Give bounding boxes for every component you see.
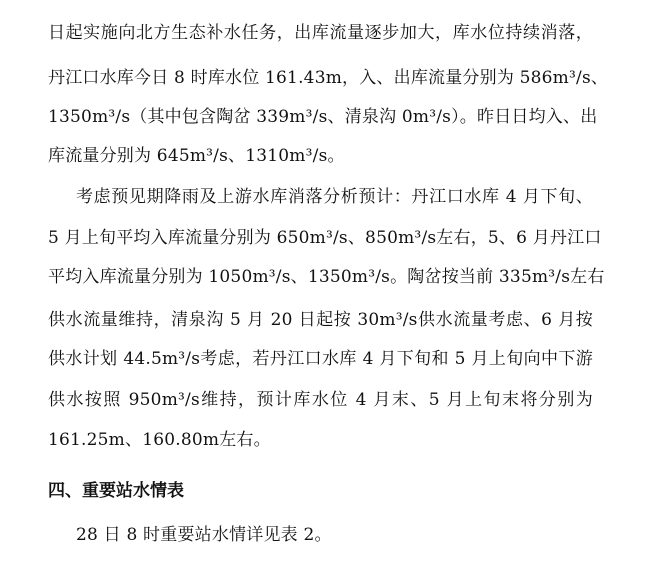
paragraph2-line6: 供水按照 950m³/s维持，预计库水位 4 月末、5 月上旬末将分别为: [48, 390, 593, 410]
paragraph2-line1: 考虑预见期降雨及上游水库消落分析预计：丹江口水库 4 月下旬、: [76, 187, 593, 207]
paragraph2-line4: 供水流量维持，清泉沟 5 月 20 日起按 30m³/s供水流量考虑、6 月按: [48, 310, 593, 330]
paragraph2-line7: 161.25m、160.80m左右。: [48, 430, 271, 450]
paragraph2-line2: 5 月上旬平均入库流量分别为 650m³/s、850m³/s左右，5、6 月丹江口: [48, 228, 602, 248]
paragraph1-line1: 日起实施向北方生态补水任务，出库流量逐步加大，库水位持续消落，: [48, 23, 593, 43]
paragraph2-line3: 平均入库流量分别为 1050m³/s、1350m³/s。陶岔按当前 335m³/s左右: [48, 267, 605, 287]
section-body: 28 日 8 时重要站水情详见表 2。: [76, 525, 332, 545]
paragraph1-line2: 丹江口水库今日 8 时库水位 161.43m，入、出库流量分别为 586m³/s、: [48, 68, 609, 88]
paragraph2-line5: 供水计划 44.5m³/s考虑，若丹江口水库 4 月下旬和 5 月上旬向中下游: [48, 349, 593, 369]
paragraph1-line4: 库流量分别为 645m³/s、1310m³/s。: [48, 146, 345, 166]
section-heading: 四、重要站水情表: [48, 481, 184, 501]
paragraph1-line3: 1350m³/s（其中包含陶岔 339m³/s、清泉沟 0m³/s）。昨日日均入、出: [48, 107, 598, 127]
